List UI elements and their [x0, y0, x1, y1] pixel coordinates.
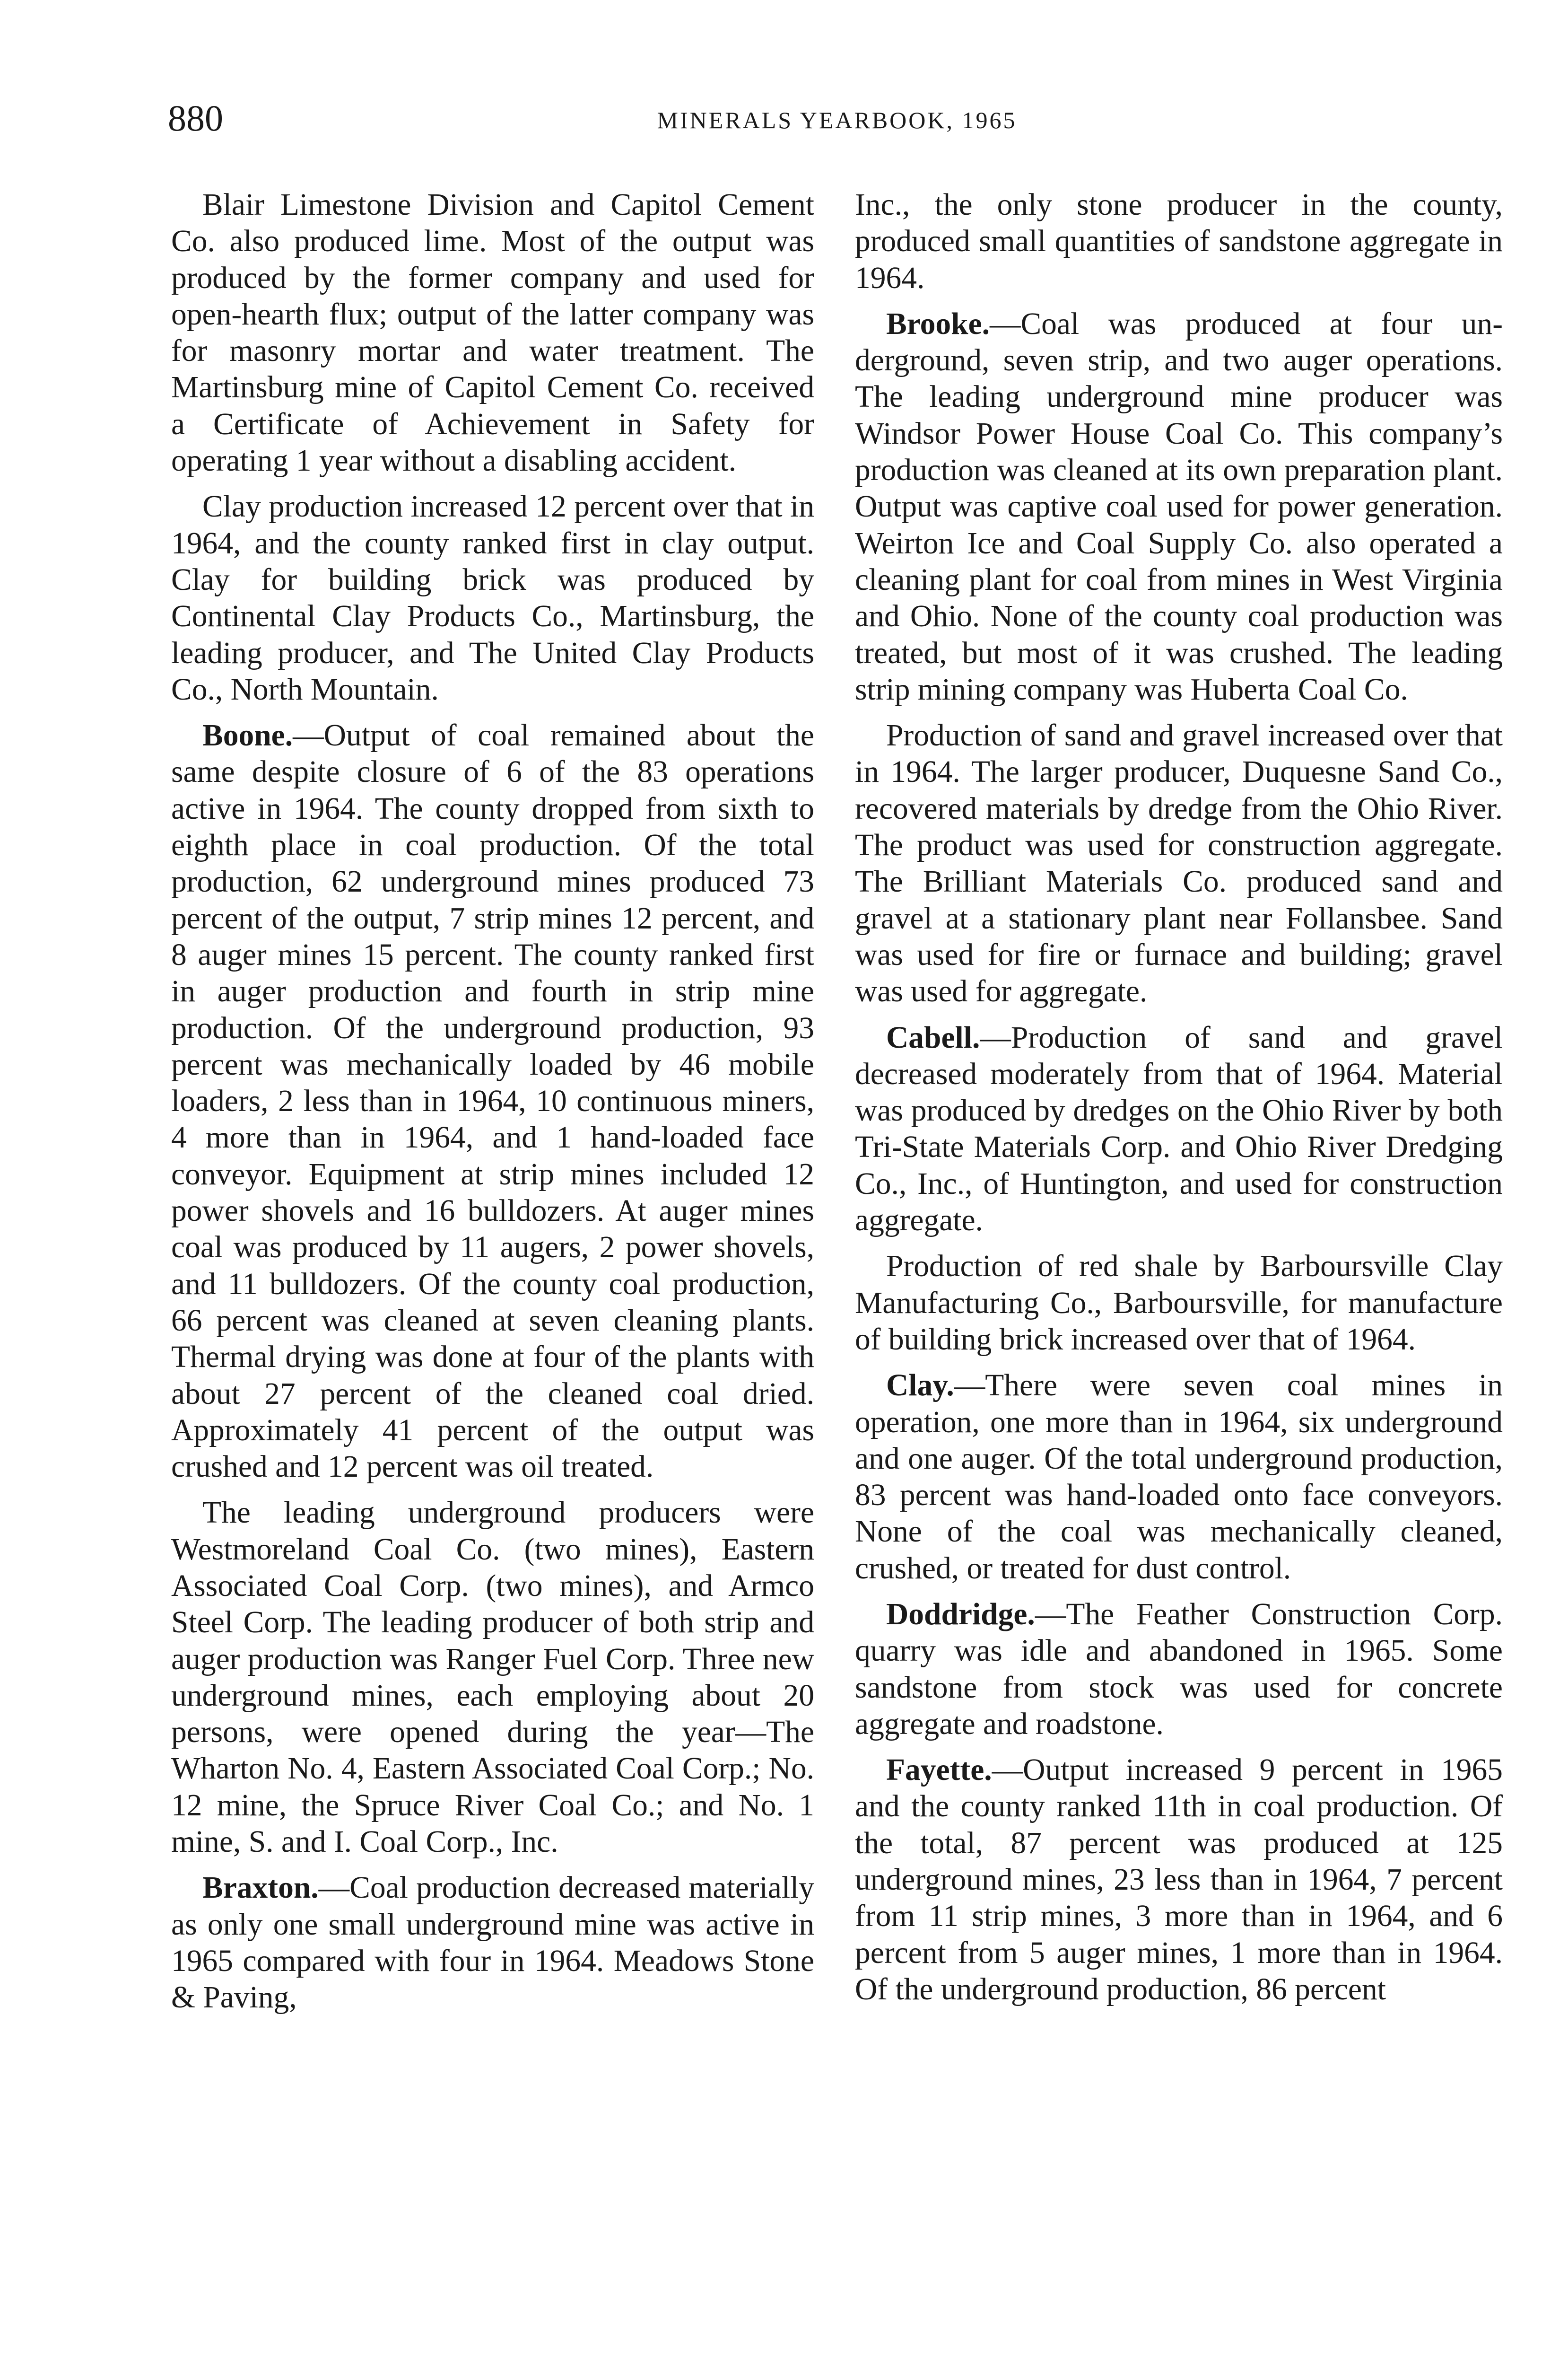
paragraph-fayette — [855, 1752, 1503, 2008]
left-column — [171, 187, 814, 2026]
county-heading-braxton: Braxton. — [202, 1871, 319, 1905]
county-heading-cabell: Cabell. — [886, 1020, 980, 1055]
paragraph-cabell-text: —Production of sand and gravel decreased moderately from that of 1964. Material was produced by dredges on the Ohio River by both Tri-State Materials Corp. and Ohio River Dredging Co., Inc., of Huntington, and used for construction aggregate. — [855, 1020, 1503, 1238]
paragraph-boone — [171, 718, 814, 1485]
paragraph-braxton — [171, 1870, 814, 2016]
paragraph-clay-county — [855, 1367, 1503, 1587]
right-column — [855, 187, 1503, 2017]
county-heading-brooke: Brooke. — [886, 307, 990, 341]
paragraph-red-shale: Production of red shale by Barboursville Clay Manufacturing Co., Barboursville, for manufacture of building brick increased over that of 1964. — [855, 1249, 1503, 1357]
paragraph-fayette-text: —Output increased 9 percent in 1965 and the county ranked 11th in coal production. Of the total, 87 percent was produced at 125 underground mines, 23 less than in 1964, 7 percent from 11 strip mines, 3 more than in 1964, and 6 percent from 5 auger mines, 1 more than in 1964. Of the underground production, 86 percent — [855, 1753, 1503, 2006]
paragraph-clay-county-text: —There were seven coal mines in operation, one more than in 1964, six underground and one auger. Of the total underground production, 83 percent was hand-loaded onto face conveyors. None of the coal was mechanically cleaned, crushed, or treated for dust control. — [855, 1368, 1503, 1585]
paragraph-doddridge — [855, 1596, 1503, 1743]
paragraph-doddridge-text: —The Feather Construction Corp. quarry was idle and abandoned in 1965. Some sandstone from stock was used for concrete aggregate and roadstone. — [855, 1597, 1503, 1741]
paragraph-braxton-continued: Inc., the only stone producer in the county, produced small quantities of sandstone aggregate in 1964. — [855, 188, 1503, 295]
paragraph-sand-gravel: Production of sand and gravel increased over that in 1964. The larger producer, Duquesne Sand Co., recovered materials by dredge from the Ohio River. The product was used for construction aggregate. The Brilliant Materials Co. produced sand and gravel at a stationary plant near Follansbee. Sand was used for fire or furnace and building; gravel was used for aggregate. — [855, 718, 1503, 1009]
paragraph-brooke — [855, 306, 1503, 708]
county-heading-clay: Clay. — [886, 1368, 954, 1403]
paragraph-brooke-text: —Coal was produced at four underground, seven strip, and two auger operations. The leading underground mine producer was Windsor Power House Coal Co. This company’s production was cleaned at its own preparation plant. Output was captive coal used for power generation. Weirton Ice and Coal Supply Co. also operated a cleaning plant for coal from mines in West Virginia and Ohio. None of the county coal production was treated, but most of it was crushed. The leading strip mining company was Huberta Coal Co. — [855, 307, 1503, 707]
county-heading-doddridge: Doddridge. — [886, 1597, 1035, 1631]
paragraph-braxton-text: —Coal production decreased materially as only one small underground mine was active in 1965 compared with four in 1964. Meadows Stone & Paving, — [171, 1871, 814, 2015]
paragraph-clay-production: Clay production increased 12 percent over that in 1964, and the county ranked first in clay output. Clay for building brick was produced by Continental Clay Products Co., Martinsburg, the leading producer, and The United Clay Products Co., North Mountain. — [171, 490, 814, 707]
county-heading-fayette: Fayette. — [886, 1753, 992, 1787]
county-heading-boone: Boone. — [202, 718, 293, 753]
paragraph-boone-text: —Output of coal remained about the same despite closure of 6 of the 83 operations active in 1964. The county dropped from sixth to eighth place in coal production. Of the total production, 62 underground mines produced 73 percent of the output, 7 strip mines 12 percent, and 8 auger mines 15 percent. The county ranked first in auger production and fourth in strip mine production. Of the underground production, 93 percent was mechanically loaded by 46 mobile loaders, 2 less than in 1964, 10 continuous miners, 4 more than in 1964, and 1 hand-loaded face conveyor. Equipment at strip mines included 12 power shovels and 16 bulldozers. At auger mines coal was produced by 11 augers, 2 power shovels, and 11 bulldozers. Of the county coal production, 66 percent was cleaned at seven cleaning plants. Thermal drying was done at four of the plants with about 27 percent of the cleaned coal dried. Approximately 41 percent of the output was crushed and 12 percent was oil treated. — [171, 718, 814, 1484]
paragraph-leading-producers: The leading underground producers were Westmoreland Coal Co. (two mines), Eastern Associated Coal Corp. (two mines), and Armco Steel Corp. The leading producer of both strip and auger production was Ranger Fuel Corp. Three new underground mines, each employing about 20 persons, were opened during the year—The Wharton No. 4, Eastern Associated Coal Corp.; No. 12 mine, the Spruce River Coal Co.; and No. 1 mine, S. and I. Coal Corp., Inc. — [171, 1496, 814, 1859]
paragraph-cabell — [855, 1020, 1503, 1239]
running-head: MINERALS YEARBOOK, 1965 — [657, 107, 1017, 133]
paragraph-blair-limestone: Blair Limestone Division and Capitol Cement Co. also produced lime. Most of the output was produced by the former company and used for open-hearth flux; output of the latter company was for masonry mortar and water treatment. The Martinsburg mine of Capitol Cement Co. received a Certificate of Achievement in Safety for operating 1 year without a disabling accident. — [171, 188, 814, 478]
page-number: 880 — [168, 97, 223, 139]
page-header — [168, 95, 1506, 147]
